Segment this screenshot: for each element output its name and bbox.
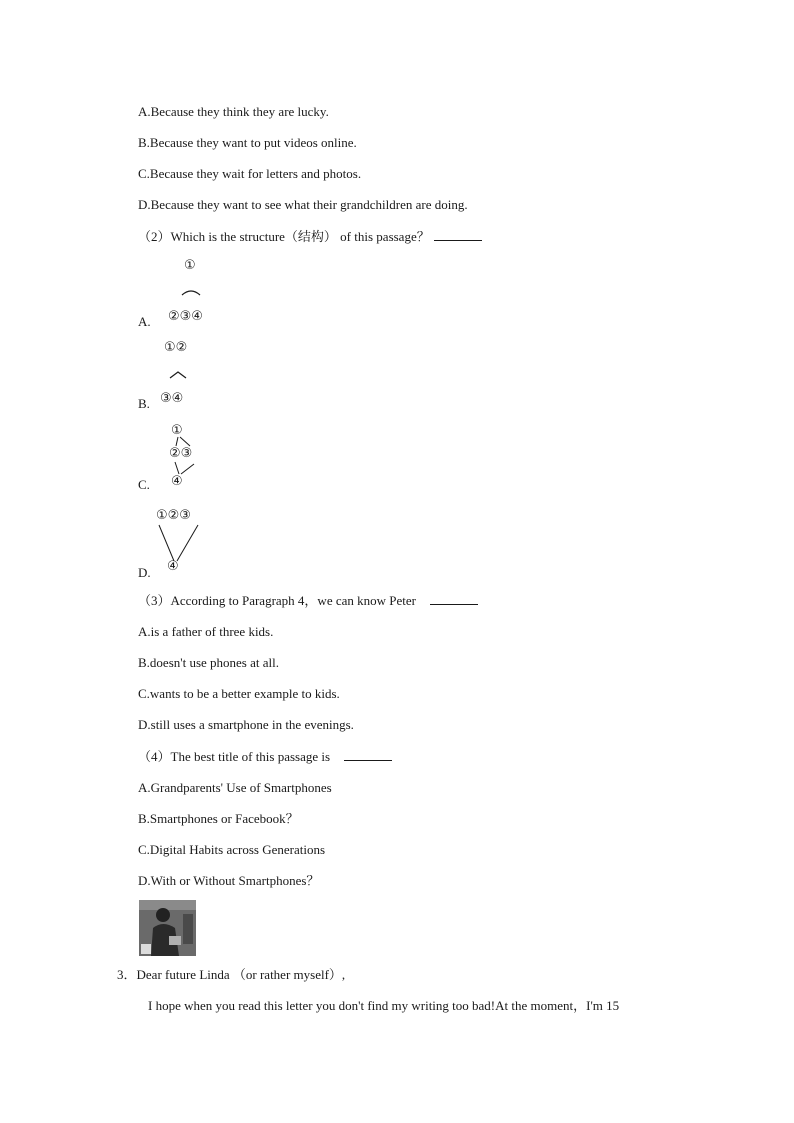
q4-option-c: C.Digital Habits across Generations — [138, 842, 326, 857]
diagram-c-mid: ②③ — [169, 446, 193, 461]
diagram-d-top: ①②③ — [156, 508, 191, 523]
answer-blank — [434, 229, 482, 241]
q3-option-b: B.doesn't use phones at all. — [138, 655, 279, 670]
photo-figure — [139, 900, 196, 956]
q2-stem — [138, 229, 482, 245]
answer-blank — [344, 749, 392, 761]
q4-stem — [138, 749, 392, 765]
letter-body-line: I hope when you read this letter you don't find my writing too bad!At the moment，I'm 15 — [148, 998, 620, 1013]
q1-option-b: B.Because they want to put videos online. — [138, 135, 357, 150]
q4-option-a: A.Grandparents' Use of Smartphones — [138, 780, 332, 795]
answer-blank — [430, 593, 478, 605]
section-3 — [117, 967, 345, 983]
q3-option-d: D.still uses a smartphone in the evenings. — [138, 717, 354, 732]
passage-photo — [139, 900, 196, 956]
q3-stem-text: （3）According to Paragraph 4，we can know Peter — [138, 593, 416, 608]
diagram-b-arrow — [168, 370, 188, 380]
diagram-b-bottom: ③④ — [160, 391, 184, 406]
diagram-d-bottom: ④ — [167, 559, 179, 574]
q1-option-a: A.Because they think they are lucky. — [138, 104, 329, 119]
diagram-c-top: ① — [171, 423, 183, 438]
diagram-b-top: ①② — [164, 340, 188, 355]
option-d-label: D. — [138, 565, 151, 580]
q4-option-d: D.With or Without Smartphones？ — [138, 873, 320, 888]
q1-option-c: C.Because they wait for letters and photos. — [138, 166, 362, 181]
diagram-a-bottom: ②③④ — [168, 309, 203, 324]
option-c-label: C. — [138, 477, 150, 492]
q4-option-b: B.Smartphones or Facebook？ — [138, 811, 299, 826]
q4-stem-text: （4）The best title of this passage is — [138, 749, 331, 764]
diagram-d-lines — [155, 523, 205, 565]
option-a-label: A. — [138, 314, 151, 329]
q3-stem — [138, 593, 478, 609]
letter-greeting: Dear future Linda （or rather myself）, — [136, 967, 346, 982]
diagram-a-arc — [180, 287, 202, 297]
q3-option-a: A.is a father of three kids. — [138, 624, 274, 639]
q2-stem-text: （2）Which is the structure（结构） of this passage？ — [138, 229, 430, 244]
option-b-label: B. — [138, 396, 150, 411]
q1-option-d: D.Because they want to see what their grandchildren are doing. — [138, 197, 468, 212]
section-number: 3． — [117, 967, 137, 982]
diagram-a-top: ① — [184, 258, 196, 273]
q3-option-c: C.wants to be a better example to kids. — [138, 686, 340, 701]
diagram-c-bottom: ④ — [171, 474, 183, 489]
